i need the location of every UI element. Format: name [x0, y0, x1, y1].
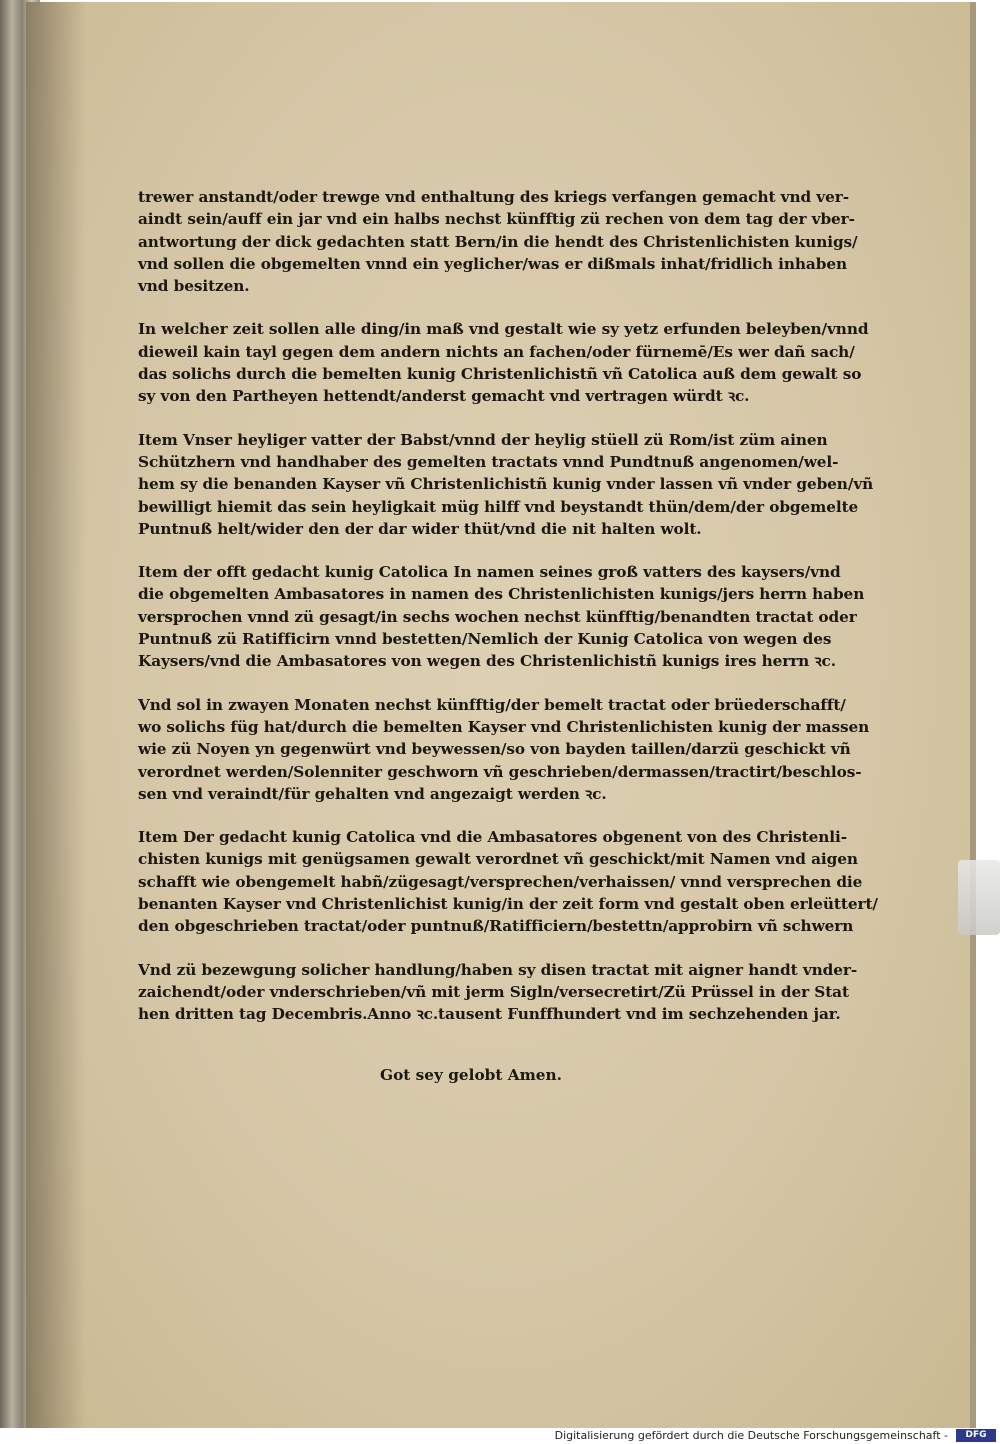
- funding-credit: Digitalisierung gefördert durch die Deutsche Forschungsgemeinschaft -: [554, 1429, 948, 1442]
- text-line: den obgeschrieben tractat/oder puntnuß/Ratifficiern/bestettn/approbirn vñ schwern: [138, 917, 854, 936]
- text-line: trewer anstandt/oder trewge vnd enthaltung des kriegs verfangen gemacht vnd ver-: [138, 188, 849, 206]
- text-line: die obgemelten Ambasatores in namen des Christenlichisten kunigs/jers herrn haben: [138, 585, 865, 604]
- text-line: Puntnuß zü Ratifficirn vnnd bestetten/Nemlich der Kunig Catolica von wegen des: [138, 630, 832, 649]
- text-line: sen vnd veraindt/für gehalten vnd angezaigt werden ꝛc.: [138, 784, 607, 803]
- text-line: wie zü Noyen yn gegenwürt vnd beywessen/so von bayden taillen/darzü geschickt vñ: [138, 740, 851, 759]
- gutter-shadow: [26, 2, 86, 1428]
- paragraph-6: [138, 826, 878, 937]
- closing-line: Got sey gelobt Amen.: [380, 1066, 562, 1084]
- paragraph-5: [138, 694, 870, 805]
- text-line: Kaysers/vnd die Ambasatores von wegen des Christenlichistñ kunigs ires herrn ꝛc.: [138, 652, 836, 671]
- paragraph-2: [138, 318, 869, 407]
- text-line: aindt sein/auff ein jar vnd ein halbs nechst künfftig zü rechen von dem tag der vber-: [138, 210, 855, 229]
- text-line: Vnd zü bezewgung solicher handlung/haben sy disen tractat mit aigner handt vnder-: [138, 960, 858, 979]
- text-line: Vnd sol in zwayen Monaten nechst künfftig/der bemelt tractat oder brüederschafft/: [138, 695, 846, 714]
- text-line: sy von den Partheyen hettendt/anderst gemacht vnd vertragen würdt ꝛc.: [138, 387, 750, 406]
- text-line: versprochen vnnd zü gesagt/in sechs wochen nechst künfftig/benandten tractat oder: [138, 607, 857, 626]
- text-line: Schützhern vnd handhaber des gemelten tractats vnnd Pundtnuß angenomen/wel-: [138, 452, 839, 471]
- page-clip: [958, 860, 1000, 935]
- text-line: In welcher zeit sollen alle ding/in maß vnd gestalt wie sy yetz erfunden beleyben/vnnd: [138, 320, 869, 339]
- paragraph-4: [138, 561, 865, 672]
- text-line: vnd besitzen.: [138, 277, 250, 296]
- text-line: Item der offt gedacht kunig Catolica In namen seines groß vatters des kaysers/vnd: [138, 563, 841, 582]
- digitization-footer: [0, 1428, 1000, 1444]
- text-line: schafft wie obengemelt habñ/zügesagt/versprechen/verhaissen/ vnnd versprechen die: [138, 872, 863, 891]
- text-line: chisten kunigs mit genügsamen gewalt verordnet vñ geschickt/mit Namen vnd aigen: [138, 850, 858, 869]
- page-text: [138, 186, 878, 1047]
- text-line: hem sy die benanden Kayser vñ Christenlichistñ kunig vnder lassen vñ vnder geben/vñ: [138, 475, 874, 494]
- text-line: bewilligt hiemit das sein heyligkait müg hilff vnd beystandt thün/dem/der obgemelte: [138, 497, 859, 516]
- paragraph-1: [138, 186, 858, 297]
- text-line: zaichendt/oder vnderschrieben/vñ mit jerm Sigln/versecretirt/Zü Prüssel in der Stat: [138, 982, 849, 1001]
- text-line: Puntnuß helt/wider den der dar wider thüt/vnd die nit halten wolt.: [138, 519, 702, 538]
- text-line: dieweil kain tayl gegen dem andern nichts an fachen/oder fürnemē/Es wer dañ sach/: [138, 342, 855, 361]
- text-line: wo solichs füg hat/durch die bemelten Kayser vnd Christenlichisten kunig der massen: [138, 717, 870, 736]
- text-line: Item Der gedacht kunig Catolica vnd die Ambasatores obgenent von des Christenli-: [138, 828, 847, 847]
- text-line: Item Vnser heyliger vatter der Babst/vnnd der heylig stüell zü Rom/ist züm ainen: [138, 430, 828, 449]
- text-line: vnd sollen die obgemelten vnnd ein yeglicher/was er dißmals inhat/fridlich inhaben: [138, 254, 847, 273]
- text-line: verordnet werden/Solenniter geschworn vñ geschrieben/dermassen/tractirt/beschlos-: [138, 762, 862, 781]
- paragraph-7: [138, 959, 858, 1026]
- text-line: antwortung der dick gedachten statt Bern/in die hendt des Christenlichisten kunigs/: [138, 232, 858, 251]
- text-line: benanten Kayser vnd Christenlichist kunig/in der zeit form vnd gestalt oben erleüttert/: [138, 895, 878, 914]
- paragraph-3: [138, 429, 874, 540]
- text-line: das solichs durch die bemelten kunig Christenlichistñ vñ Catolica auß dem gewalt so: [138, 365, 862, 384]
- dfg-logo: DFG: [956, 1429, 996, 1442]
- text-line: hen dritten tag Decembris.Anno ꝛc.tausent Funffhundert vnd im sechzehenden jar.: [138, 1005, 841, 1024]
